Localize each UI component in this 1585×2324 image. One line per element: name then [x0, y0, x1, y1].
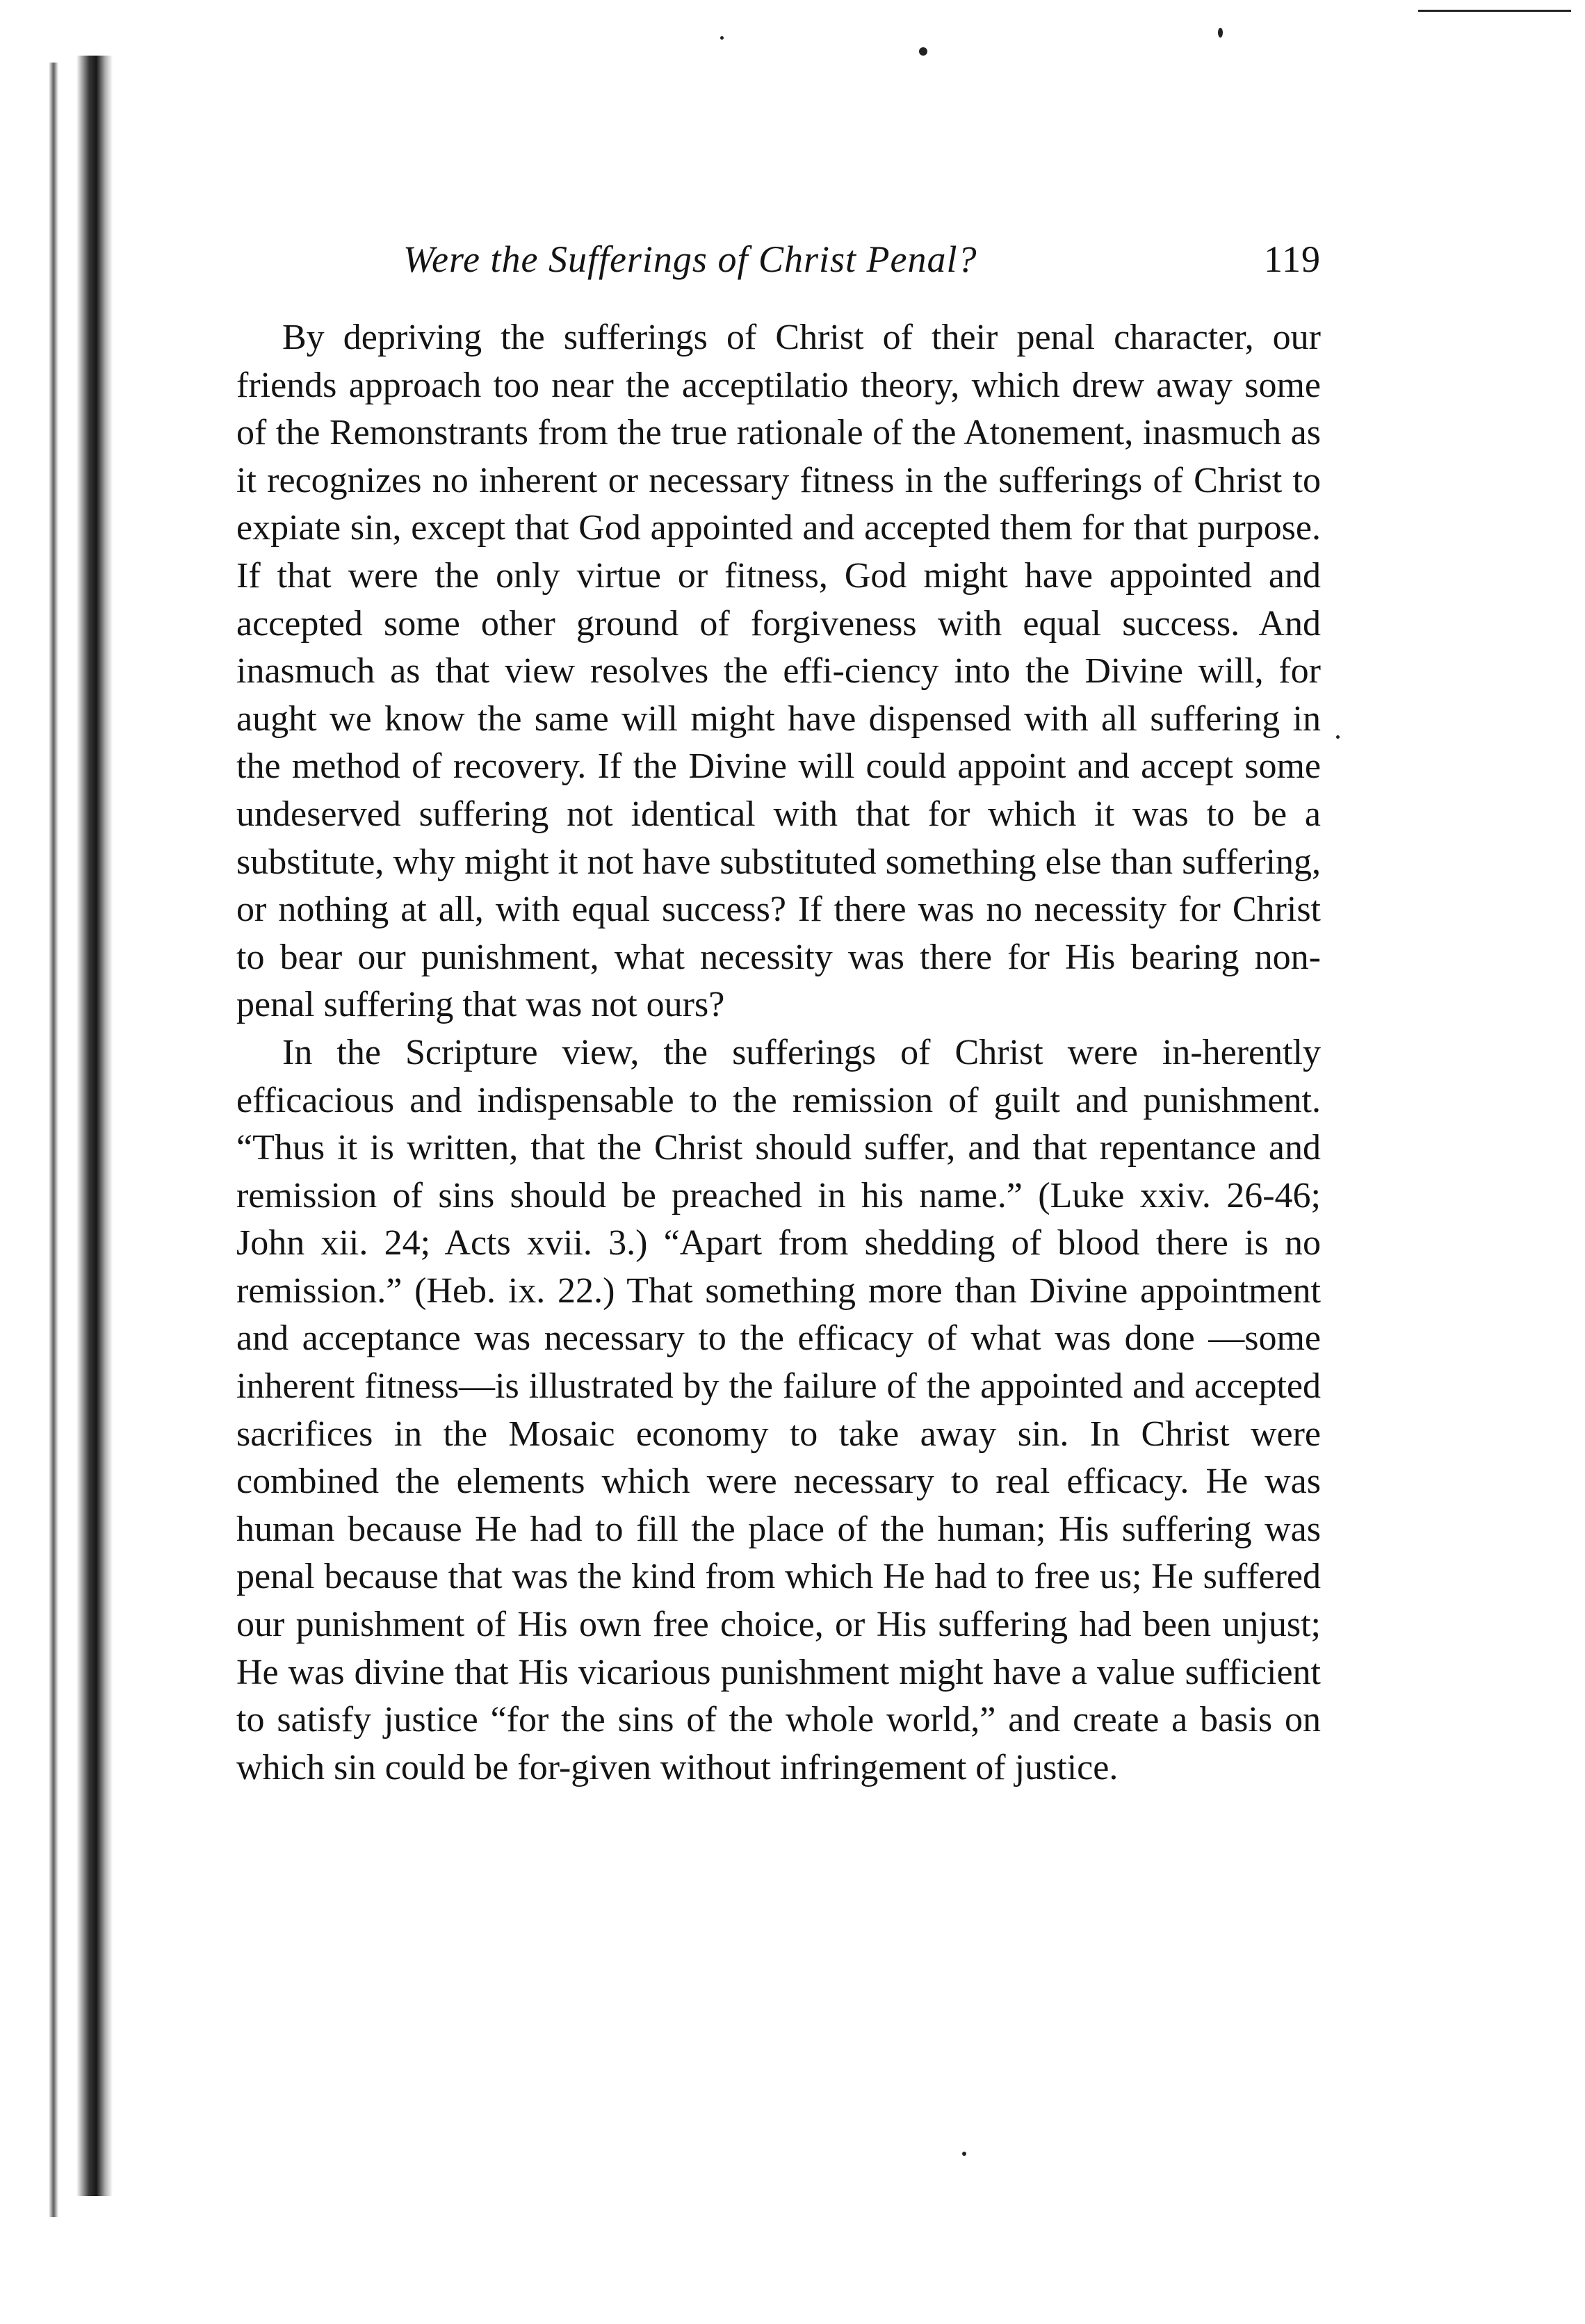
scan-binding-shadow	[76, 56, 113, 2196]
running-head	[236, 238, 1321, 286]
page-number: 119	[1264, 238, 1321, 280]
paragraph: By depriving the sufferings of Christ of their penal character, our friends approach too near the acceptilatio theory, which drew away some of the Remonstrants from the true rationale of the Atonement, inasmuch as it recognizes no inherent or necessary fitness in the sufferings of Christ to expiate sin, except that God appointed and accepted them for that purpose. If that were the only virtue or fitness, God might have appointed and accepted some other ground of forgiveness with equal success. And inasmuch as that view resolves the effi-ciency into the Divine will, for aught we know the same will might have dispensed with all suffering in the method of recovery. If the Divine will could appoint and accept some undeserved suffering not identical with that for which it was to be a substitute, why might it not have substituted something else than suffering, or nothing at all, with equal success? If there was no necessity for Christ to bear our punishment, what necessity was there for His bearing non-penal suffering that was not ours?	[236, 318, 1321, 1025]
scan-top-rule	[1418, 10, 1571, 12]
scan-speck	[720, 36, 724, 40]
scan-speck	[919, 47, 927, 56]
scan-speck	[1336, 735, 1340, 739]
scan-speck	[1218, 28, 1223, 38]
paragraph: In the Scripture view, the sufferings of Christ were in-herently efficacious and indispensable to the remission of guilt and punishment. “Thus it is written, that the Christ should suffer, and that repentance and remission of sins should be preached in his name.” (Luke xxiv. 26-46; John xii. 24; Acts xvii. 3.) “Apart from shedding of blood there is no remission.” (Heb. ix. 22.) That something more than Divine appointment and acceptance was necessary to the efficacy of what was done —some inherent fitness—is illustrated by the failure of the appointed and accepted sacrifices in the Mosaic economy to take away sin. In Christ were combined the elements which were necessary to real efficacy. He was human because He had to fill the place of the human; His suffering was penal because that was the kind from which He had to free us; He suffered our punishment of His own free choice, or His suffering had been unjust; He was divine that His vicarious punishment might have a value sufficient to satisfy justice “for the sins of the whole world,” and create a basis on which sin could be for-given without infringement of justice.	[236, 1032, 1321, 1787]
running-title: Were the Sufferings of Christ Penal?	[403, 238, 977, 280]
body-text	[236, 314, 1321, 1792]
scan-binding-shadow-thin	[49, 63, 58, 2217]
scan-speck	[962, 2152, 966, 2156]
